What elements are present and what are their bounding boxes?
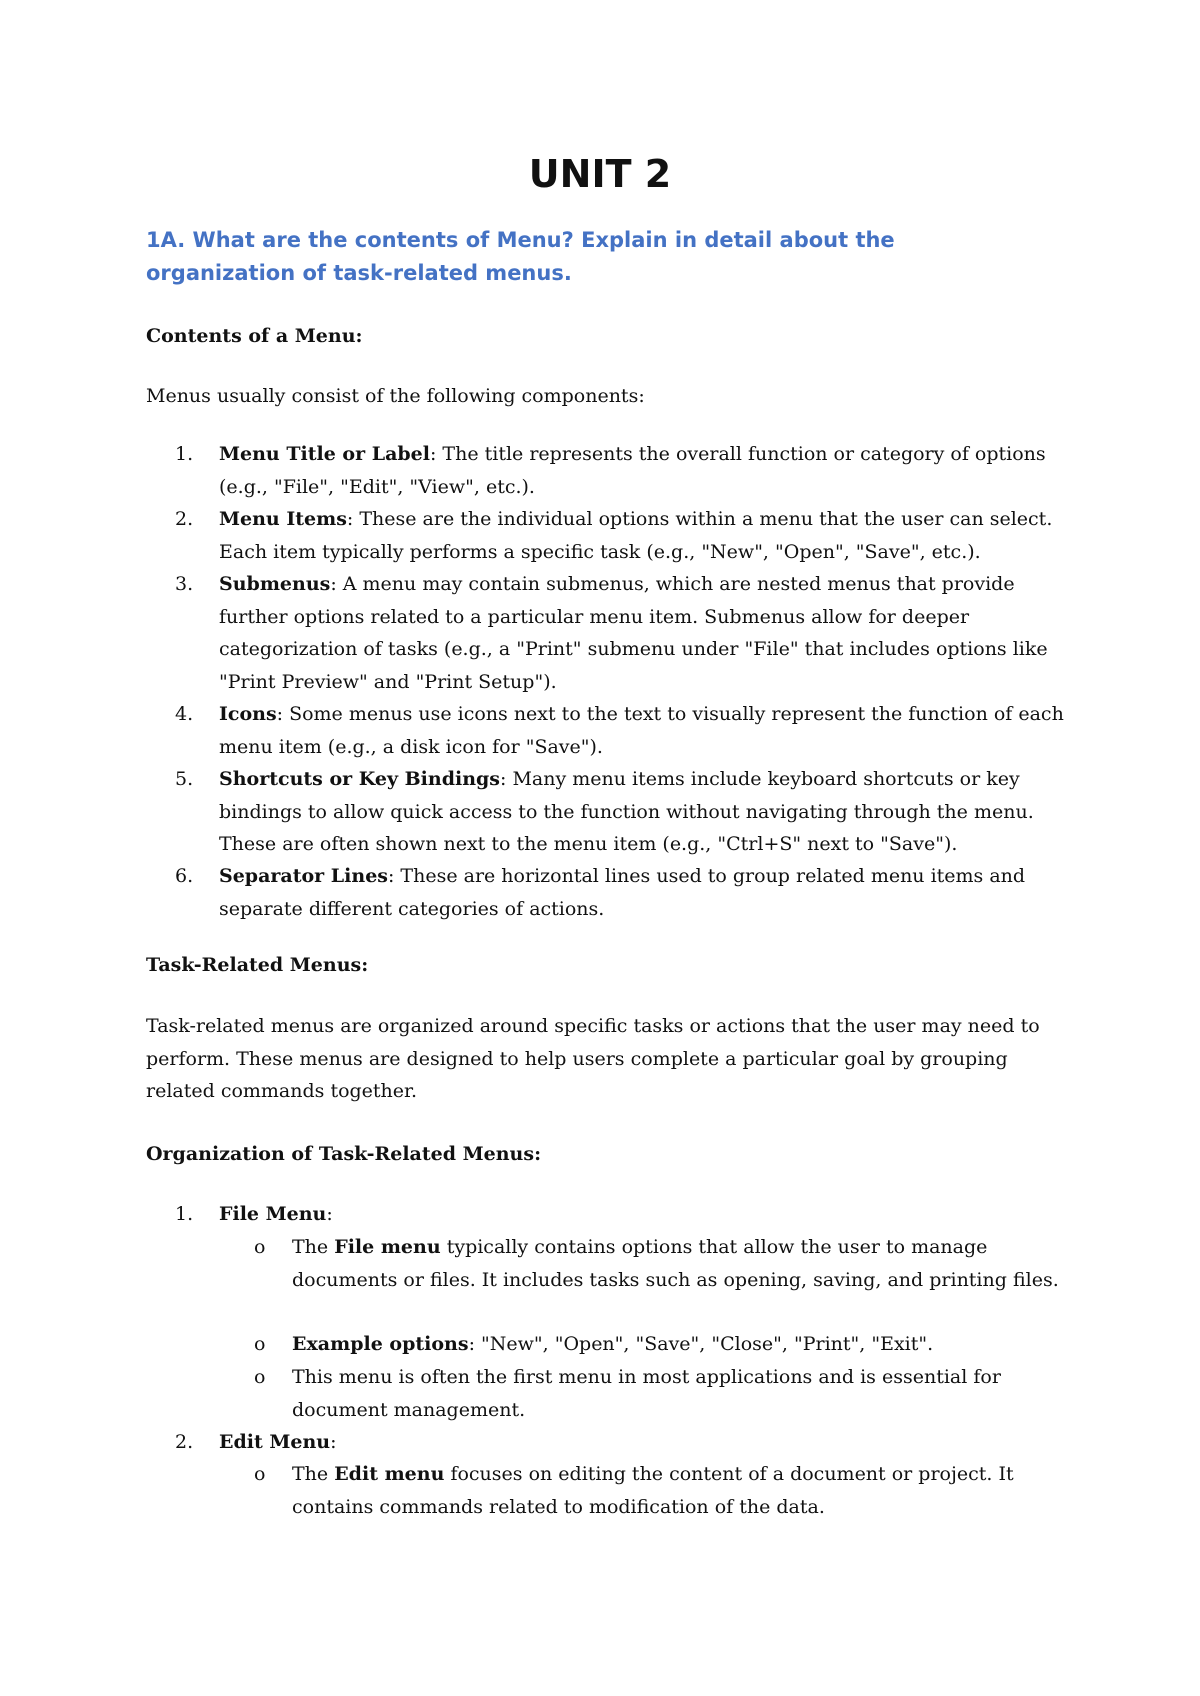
bullet-marker: o — [254, 1236, 266, 1258]
bullet-term: File menu — [334, 1236, 441, 1258]
list-text: : The title represents the overall function or category of options (e.g., "File", "Edit", "View", etc.). — [219, 443, 1046, 498]
list-text: : A menu may contain submenus, which are nested menus that provide further options related to a particular menu item. Submenus allow for deeper categorization of tasks (e.g., a "Print" submenu under "File" that includes options like "Print Preview" and "Print Setup"). — [219, 573, 1048, 693]
list-term: Separator Lines — [219, 865, 388, 887]
list-text: : Some menus use icons next to the text to visually represent the function of each menu item (e.g., a disk icon for "Save"). — [219, 703, 1064, 758]
bullet-text: : "New", "Open", "Save", "Close", "Print", "Exit". — [468, 1333, 934, 1355]
list-term: Edit Menu — [219, 1431, 331, 1453]
bullet-text: The — [292, 1463, 335, 1485]
contents-intro: Menus usually consist of the following components: — [146, 385, 645, 407]
list-number: 2. — [175, 1431, 194, 1453]
bullet-text: The — [292, 1236, 335, 1258]
list-item-file-menu — [175, 1198, 1079, 1231]
list-text: : These are horizontal lines used to group related menu items and separate different categories of actions. — [219, 865, 1026, 920]
list-text: : These are the individual options within a menu that the user can select. Each item typically performs a specific task (e.g., "New", "Open", "Save", etc.). — [219, 508, 1053, 563]
bullet-term: Example options — [292, 1333, 469, 1355]
task-related-heading: Task-Related Menus: — [146, 954, 369, 976]
list-item-menu-items — [175, 503, 1079, 568]
list-text: : — [330, 1431, 337, 1453]
list-item-shortcuts — [175, 763, 1079, 861]
bullet-marker: o — [254, 1463, 266, 1485]
file-menu-bullet-description — [254, 1231, 1092, 1296]
list-item-submenus — [175, 568, 1079, 698]
list-number: 6. — [175, 865, 194, 887]
edit-menu-bullet-description — [254, 1458, 1092, 1523]
list-text: : — [326, 1203, 333, 1225]
question-heading: 1A. What are the contents of Menu? Explain in detail about the organization of task-related menus. — [146, 228, 895, 285]
list-number: 3. — [175, 573, 194, 595]
task-related-paragraph: Task-related menus are organized around specific tasks or actions that the user may need to perform. These menus are designed to help users complete a particular goal by grouping related commands together. — [146, 1015, 1040, 1102]
organization-heading: Organization of Task-Related Menus: — [146, 1143, 542, 1165]
list-item-edit-menu — [175, 1426, 1079, 1459]
list-term: Shortcuts or Key Bindings — [219, 768, 500, 790]
bullet-text: focuses on editing the content of a document or project. It contains commands related to modification of the data. — [292, 1463, 1014, 1518]
list-number: 1. — [175, 1203, 194, 1225]
file-menu-bullet-note — [254, 1361, 1092, 1426]
list-term: Submenus — [219, 573, 331, 595]
list-text: : Many menu items include keyboard shortcuts or key bindings to allow quick access to the function without navigating through the menu. These are often shown next to the menu item (e.g., "Ctrl+S" next to "Save"). — [219, 768, 1034, 855]
list-term: File Menu — [219, 1203, 327, 1225]
list-number: 1. — [175, 443, 194, 465]
contents-heading: Contents of a Menu: — [146, 325, 363, 347]
list-number: 5. — [175, 768, 194, 790]
bullet-text: This menu is often the first menu in most applications and is essential for document management. — [292, 1366, 1001, 1421]
bullet-marker: o — [254, 1366, 266, 1388]
list-term: Menu Items — [219, 508, 347, 530]
list-item-separator-lines — [175, 860, 1079, 925]
list-number: 2. — [175, 508, 194, 530]
list-term: Icons — [219, 703, 277, 725]
bullet-marker: o — [254, 1333, 266, 1355]
bullet-term: Edit menu — [334, 1463, 445, 1485]
list-item-icons — [175, 698, 1079, 763]
page-title: UNIT 2 — [528, 152, 672, 196]
file-menu-bullet-examples — [254, 1328, 1092, 1361]
bullet-text: typically contains options that allow the user to manage documents or files. It includes tasks such as opening, saving, and printing files. — [292, 1236, 1059, 1291]
list-term: Menu Title or Label — [219, 443, 430, 465]
list-number: 4. — [175, 703, 194, 725]
list-item-menu-title — [175, 438, 1079, 503]
